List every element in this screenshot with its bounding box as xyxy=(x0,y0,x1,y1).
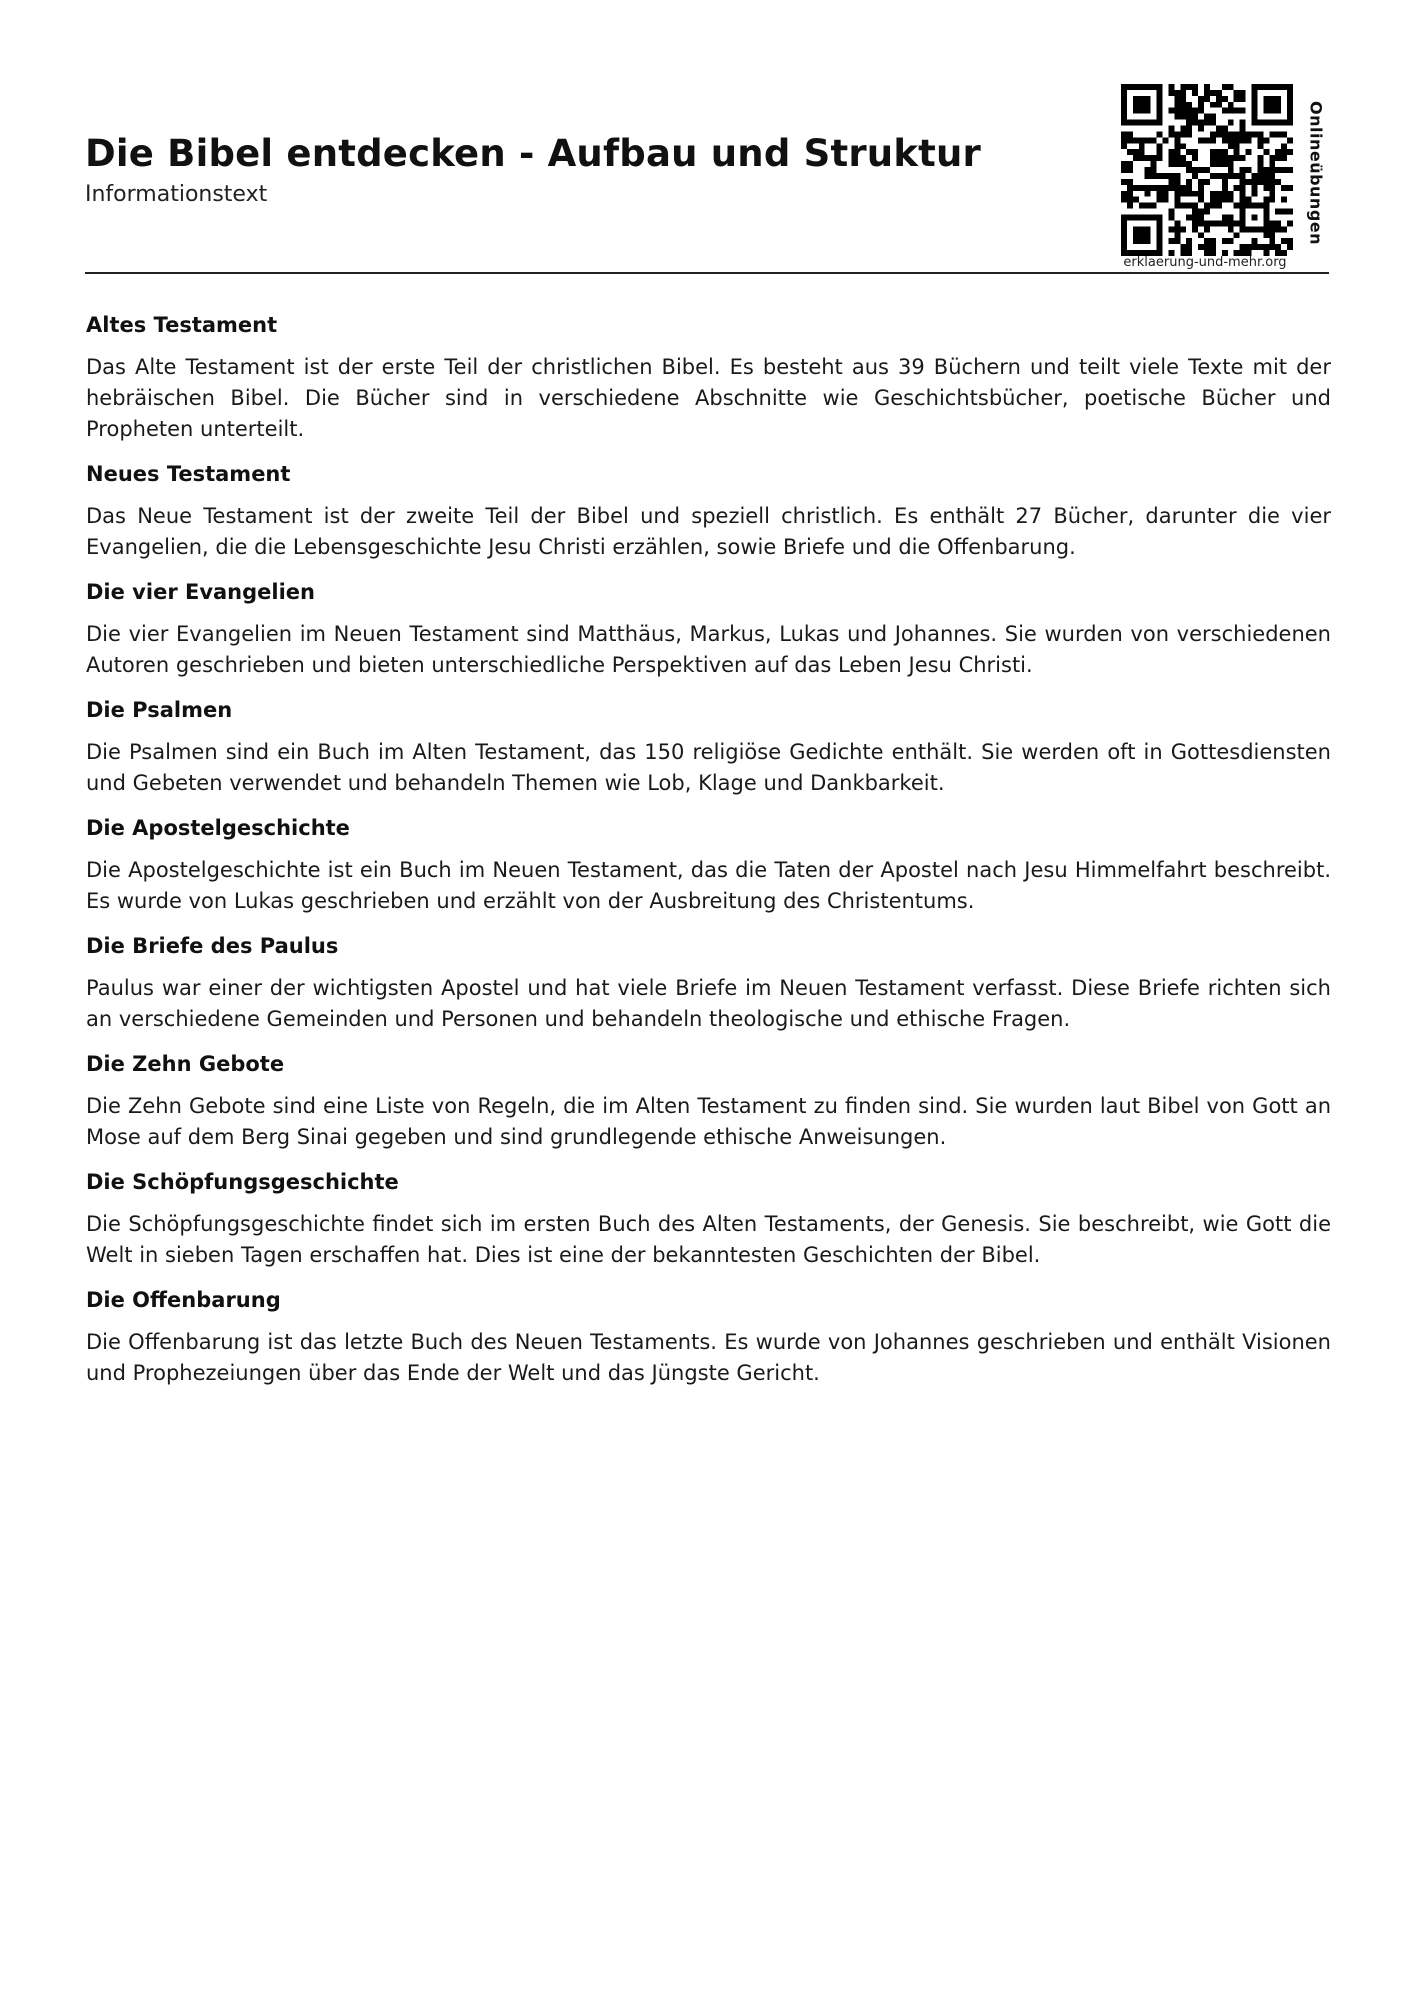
section-psalmen xyxy=(86,695,1331,799)
section-text: Die Schöpfungsgeschichte findet sich im ersten Buch des Alten Testaments, der Genesis. Sie beschreibt, wie Gott die Welt in sieben Tagen erschaffen hat. Dies ist eine der bekanntesten Geschichten der Bibel. xyxy=(86,1212,1331,1267)
section-heading: Die Offenbarung xyxy=(86,1288,281,1312)
section-text: Die vier Evangelien im Neuen Testament sind Matthäus, Markus, Lukas und Johannes. Sie wurden von verschiedenen Autoren geschrieben und bieten unterschiedliche Perspektiven auf das Leben Jesu Christi. xyxy=(86,622,1331,677)
section-heading: Die Schöpfungsgeschichte xyxy=(86,1170,399,1194)
qr-code-icon[interactable] xyxy=(1121,84,1293,256)
section-heading: Die Apostelgeschichte xyxy=(86,816,350,840)
document-body xyxy=(86,310,1331,1403)
section-evangelien xyxy=(86,577,1331,681)
section-heading: Altes Testament xyxy=(86,313,278,337)
page-subtitle: Informationstext xyxy=(85,182,268,207)
section-briefe-paulus xyxy=(86,931,1331,1035)
online-exercises-label xyxy=(1303,88,1329,258)
online-exercises-text: Onlineübungen xyxy=(1306,100,1326,246)
section-altes-testament xyxy=(86,310,1331,445)
section-text: Die Apostelgeschichte ist ein Buch im Neuen Testament, das die Taten der Apostel nach Jesu Himmelfahrt beschreibt. Es wurde von Lukas geschrieben und erzählt von der Ausbreitung des Christentums. xyxy=(86,858,1331,913)
section-text: Das Neue Testament ist der zweite Teil der Bibel und speziell christlich. Es enthält 27 Bücher, darunter die vier Evangelien, die die Lebensgeschichte Jesu Christi erzählen, sowie Briefe und die Offenbarung. xyxy=(86,504,1331,559)
section-neues-testament xyxy=(86,459,1331,563)
section-text: Die Zehn Gebote sind eine Liste von Regeln, die im Alten Testament zu finden sind. Sie wurden laut Bibel von Gott an Mose auf dem Berg Sinai gegeben und sind grundlegende ethische Anweisungen. xyxy=(86,1094,1331,1149)
section-zehn-gebote xyxy=(86,1049,1331,1153)
section-offenbarung xyxy=(86,1285,1331,1389)
section-heading: Neues Testament xyxy=(86,462,291,486)
qr-url-label: erklaerung-und-mehr.org xyxy=(1123,255,1287,270)
page-header xyxy=(85,130,985,210)
section-apostelgeschichte xyxy=(86,813,1331,917)
section-text: Die Psalmen sind ein Buch im Alten Testament, das 150 religiöse Gedichte enthält. Sie werden oft in Gottesdiensten und Gebeten verwendet und behandeln Themen wie Lob, Klage und Dankbarkeit. xyxy=(86,740,1331,795)
page-title: Die Bibel entdecken - Aufbau und Struktur xyxy=(85,132,982,175)
section-text: Das Alte Testament ist der erste Teil der christlichen Bibel. Es besteht aus 39 Büchern und teilt viele Texte mit der hebräischen Bibel. Die Bücher sind in verschiedene Abschnitte wie Geschichtsbücher, poetische Bücher und Propheten unterteilt. xyxy=(86,355,1331,441)
section-heading: Die Psalmen xyxy=(86,698,233,722)
section-text: Paulus war einer der wichtigsten Apostel und hat viele Briefe im Neuen Testament verfasst. Diese Briefe richten sich an verschiedene Gemeinden und Personen und behandeln theologische und ethische Fragen. xyxy=(86,976,1331,1031)
section-heading: Die vier Evangelien xyxy=(86,580,316,604)
qr-code-block[interactable] xyxy=(1115,84,1330,272)
section-heading: Die Zehn Gebote xyxy=(86,1052,285,1076)
section-heading: Die Briefe des Paulus xyxy=(86,934,339,958)
header-divider xyxy=(85,272,1329,274)
section-schoepfung xyxy=(86,1167,1331,1271)
section-text: Die Offenbarung ist das letzte Buch des Neuen Testaments. Es wurde von Johannes geschrieben und enthält Visionen und Prophezeiungen über das Ende der Welt und das Jüngste Gericht. xyxy=(86,1330,1331,1385)
